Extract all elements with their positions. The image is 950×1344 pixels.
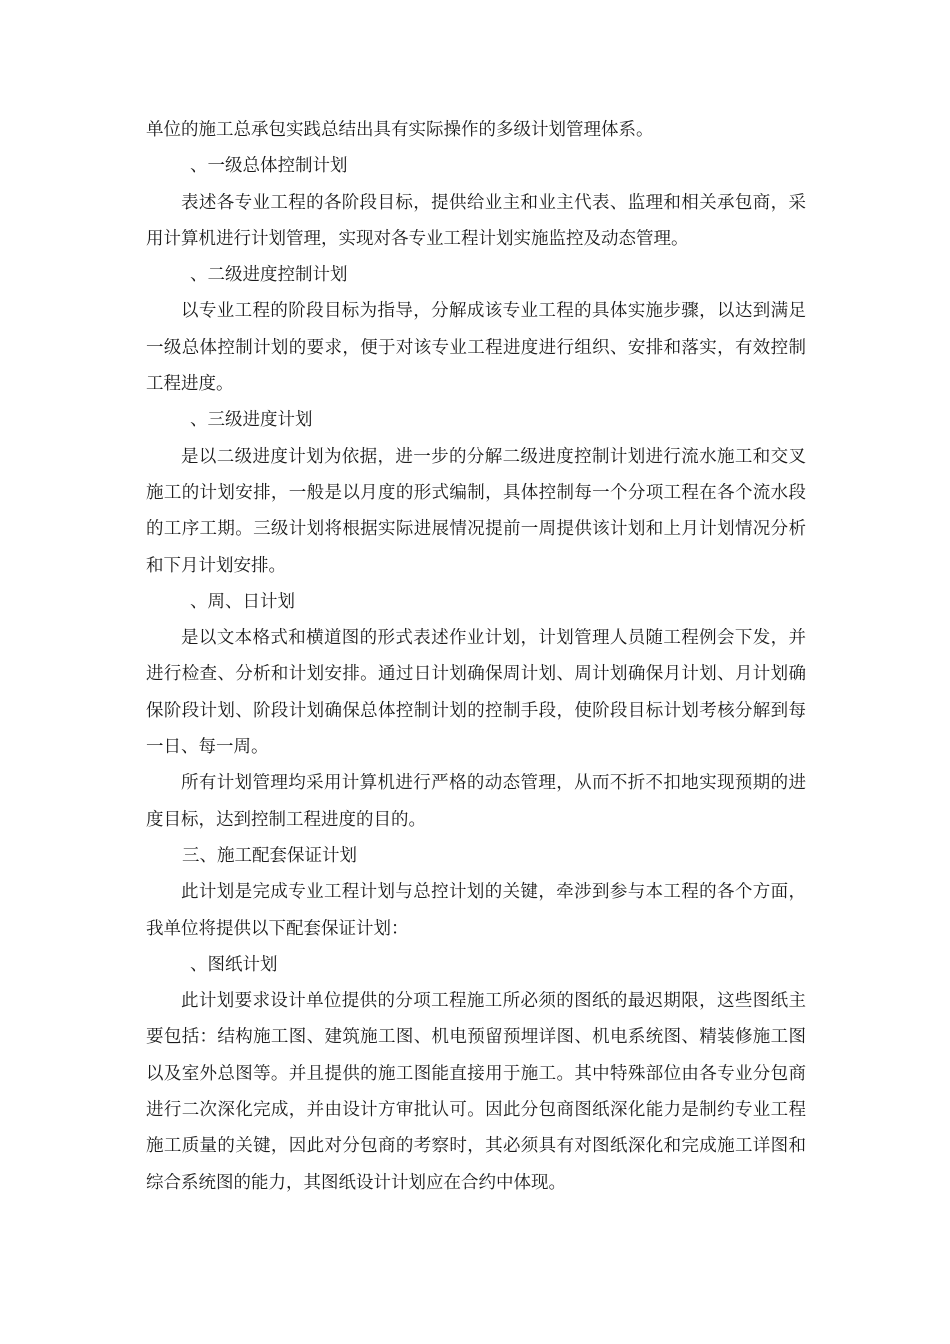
section-heading-weekly-daily-plan: 、周、日计划 <box>190 591 295 612</box>
body-paragraph: 此计划是完成专业工程计划与总控计划的关键，牵涉到参与本工程的各个方面，我单位将提供以下配套保证计划： <box>146 882 806 939</box>
body-paragraph: 所有计划管理均采用计算机进行严格的动态管理，从而不折不扣地实现预期的进度目标，达到控制工程进度的目的。 <box>146 773 806 830</box>
body-paragraph: 表述各专业工程的各阶段目标，提供给业主和业主代表、监理和相关承包商，采用计算机进行计划管理，实现对各专业工程计划实施监控及动态管理。 <box>146 192 806 249</box>
major-heading-support-plan: 三、施工配套保证计划 <box>182 845 357 866</box>
body-paragraph: 以专业工程的阶段目标为指导，分解成该专业工程的具体实施步骤，以达到满足一级总体控制计划的要求，便于对该专业工程进度进行组织、安排和落实，有效控制工程进度。 <box>146 301 806 395</box>
body-paragraph-continued: 单位的施工总承包实践总结出具有实际操作的多级计划管理体系。 <box>146 120 654 140</box>
section-heading-level-3-plan: 、三级进度计划 <box>190 410 313 431</box>
body-paragraph: 是以二级进度计划为依据，进一步的分解二级进度控制计划进行流水施工和交叉施工的计划安排，一般是以月度的形式编制，具体控制每一个分项工程在各个流水段的工序工期。三级计划将根据实际进展情况提前一周提供该计划和上月计划情况分析和下月计划安排。 <box>146 446 806 576</box>
document-body <box>146 112 806 1201</box>
section-heading-drawing-plan: 、图纸计划 <box>190 954 278 975</box>
body-paragraph: 是以文本格式和横道图的形式表述作业计划，计划管理人员随工程例会下发，并进行检查、分析和计划安排。通过日计划确保周计划、周计划确保月计划、月计划确保阶段计划、阶段计划确保总体控制计划的控制手段，使阶段目标计划考核分解到每一日、每一周。 <box>146 628 806 758</box>
section-heading-level-1-plan: 、一级总体控制计划 <box>190 156 348 177</box>
section-heading-level-2-plan: 、二级进度控制计划 <box>190 265 348 286</box>
body-paragraph: 此计划要求设计单位提供的分项工程施工所必须的图纸的最迟期限，这些图纸主要包括：结构施工图、建筑施工图、机电预留预埋详图、机电系统图、精装修施工图以及室外总图等。并且提供的施工图能直接用于施工。其中特殊部位由各专业分包商进行二次深化完成，并由设计方审批认可。因此分包商图纸深化能力是制约专业工程施工质量的关键，因此对分包商的考察时，其必须具有对图纸深化和完成施工详图和综合系统图的能力，其图纸设计计划应在合约中体现。 <box>146 991 806 1193</box>
